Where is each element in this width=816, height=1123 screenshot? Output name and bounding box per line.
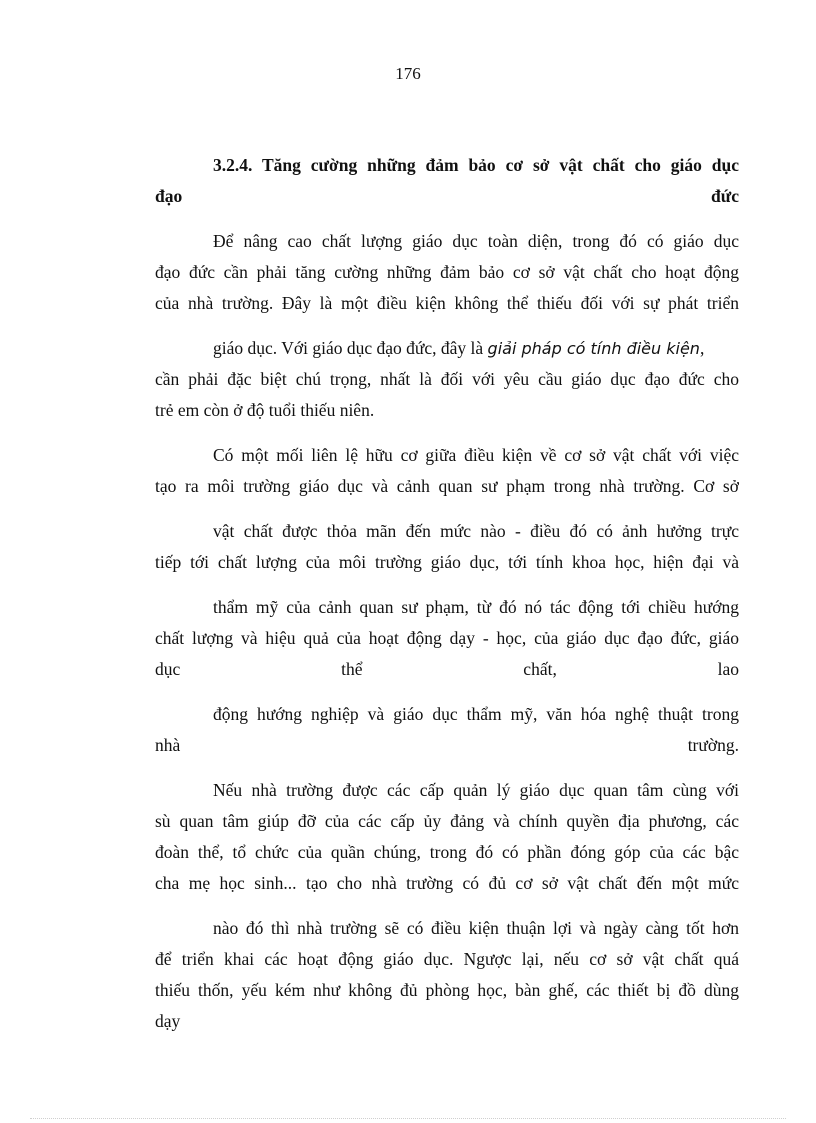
paragraph-1: [155, 226, 739, 319]
text-line: dạy: [155, 1011, 181, 1031]
text-line: cần phải đặc biệt chú trọng, nhất là đối với yêu cầu giáo dục đạo đức cho: [155, 369, 739, 389]
text-line: đoàn thể, tổ chức của quần chúng, trong đó có phần đóng góp của các bậc: [155, 842, 739, 862]
text-line: nhà trường.: [155, 735, 739, 755]
page-bottom-divider: [30, 1118, 786, 1119]
text-line: thiếu thốn, yếu kém như không đủ phòng học, bàn ghế, các thiết bị đồ dùng: [155, 980, 739, 1000]
page-number: 176: [395, 64, 421, 83]
text-line: giáo dục. Với giáo dục đạo đức, đây là giải pháp có tính điều kiện,: [213, 338, 705, 358]
paragraph-7: [155, 775, 739, 899]
text-line: đạo đức cần phải tăng cường những đảm bảo cơ sở vật chất cho hoạt động: [155, 262, 739, 282]
emphasized-phrase: giải pháp có tính điều kiện: [487, 339, 700, 358]
text-line: cha mẹ học sinh... tạo cho nhà trường có đủ cơ sở vật chất đến một mức: [155, 873, 739, 893]
text-line: nào đó thì nhà trường sẽ có điều kiện thuận lợi và ngày càng tốt hơn: [213, 918, 739, 938]
text-line: Có một mối liên lệ hữu cơ giữa điều kiện về cơ sở vật chất với việc: [213, 445, 739, 465]
paragraph-4: [155, 516, 739, 578]
text-line: sù quan tâm giúp đỡ của các cấp ủy đảng và chính quyền địa phương, các: [155, 811, 739, 831]
paragraph-2: [155, 333, 739, 426]
text-line: Để nâng cao chất lượng giáo dục toàn diện, trong đó có giáo dục: [213, 231, 739, 251]
text-line: trẻ em còn ở độ tuổi thiếu niên.: [155, 400, 375, 420]
text-line: thẩm mỹ của cảnh quan sư phạm, từ đó nó tác động tới chiều hướng: [213, 597, 739, 617]
text-line: dục thể chất, lao: [155, 659, 739, 679]
paragraph-6: [155, 699, 739, 761]
document-body: [155, 150, 739, 1037]
text-line: chất lượng và hiệu quả của hoạt động dạy - học, của giáo dục đạo đức, giáo: [155, 628, 739, 648]
text-line: để triển khai các hoạt động giáo dục. Ngược lại, nếu cơ sở vật chất quá: [155, 949, 739, 969]
text-line: tiếp tới chất lượng của môi trường giáo dục, tới tính khoa học, hiện đại và: [155, 552, 739, 572]
text-line: vật chất được thỏa mãn đến mức nào - điều đó có ảnh hưởng trực: [213, 521, 739, 541]
paragraph-3: [155, 440, 739, 502]
text-line: của nhà trường. Đây là một điều kiện không thể thiếu đối với sự phát triển: [155, 293, 739, 313]
text-line: động hướng nghiệp và giáo dục thẩm mỹ, văn hóa nghệ thuật trong: [213, 704, 739, 724]
text-line: Nếu nhà trường được các cấp quản lý giáo dục quan tâm cùng với: [213, 780, 739, 800]
text-line: tạo ra môi trường giáo dục và cảnh quan sư phạm trong nhà trường. Cơ sở: [155, 476, 739, 496]
section-heading: 3.2.4. Tăng cường những đảm bảo cơ sở vật chất cho giáo dục: [213, 155, 739, 175]
paragraph-5: [155, 592, 739, 685]
section-heading-continued: đạo đức: [155, 186, 739, 206]
paragraph-8: [155, 913, 739, 1037]
